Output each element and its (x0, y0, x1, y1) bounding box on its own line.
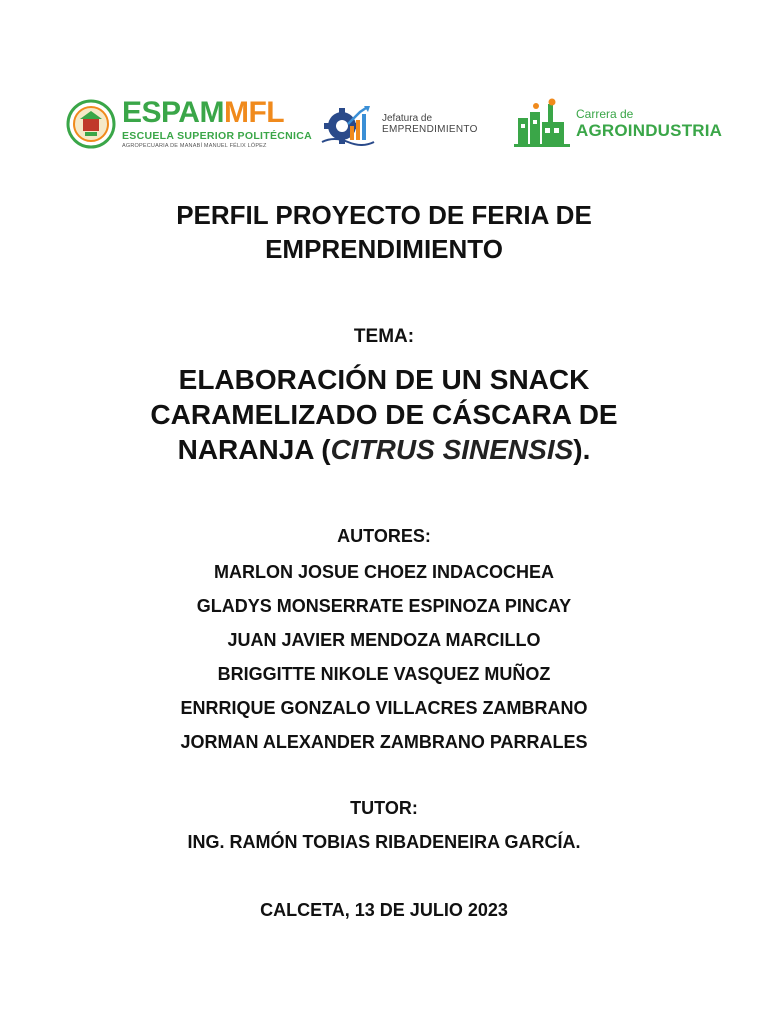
title-line-2: EMPRENDIMIENTO (265, 234, 503, 264)
espam-logo (66, 98, 312, 149)
espam-seal-icon (66, 99, 116, 149)
logo-header (0, 92, 768, 162)
tema-label: TEMA: (353, 326, 415, 347)
factory-icon (514, 98, 570, 148)
agroindustria-logo (514, 98, 722, 148)
tutor-label: TUTOR: (350, 798, 418, 818)
author-list (0, 560, 768, 764)
tema-scientific-name: CITRUS SINENSIS (330, 434, 574, 465)
agro-line-1: Carrera de (576, 106, 634, 121)
tema-text (60, 362, 708, 467)
espam-name: ESPAMMFL (122, 96, 285, 129)
tema-line-3-prefix: NARANJA ( (177, 434, 331, 465)
tema-line-1: ELABORACIÓN DE UN SNACK (178, 364, 590, 395)
tutor-name: ING. RAMÓN TOBIAS RIBADENEIRA GARCÍA. (187, 832, 581, 852)
autores-label: AUTORES: (337, 526, 431, 546)
gear-chart-icon (320, 102, 376, 146)
author-name: MARLON JOSUE CHOEZ INDACOCHEA (213, 562, 554, 582)
tema-line-3-suffix: ). (573, 434, 591, 465)
author-name: GLADYS MONSERRATE ESPINOZA PINCAY (196, 596, 572, 616)
author-name: ENRRIQUE GONZALO VILLACRES ZAMBRANO (180, 698, 588, 718)
title-line-1: PERFIL PROYECTO DE FERIA DE (176, 200, 592, 230)
espam-subtitle: ESCUELA SUPERIOR POLITÉCNICA (122, 130, 313, 142)
author-name: JORMAN ALEXANDER ZAMBRANO PARRALES (180, 732, 588, 752)
jefatura-logo (320, 102, 478, 146)
jefatura-line-2: EMPRENDIMIENTO (382, 124, 478, 135)
document-title (60, 198, 708, 266)
author-name: BRIGGITTE NIKOLE VASQUEZ MUÑOZ (217, 664, 551, 684)
place-date: CALCETA, 13 DE JULIO 2023 (260, 900, 508, 920)
jefatura-line-1: Jefatura de (382, 112, 433, 124)
agro-line-2: AGROINDUSTRIA (576, 120, 723, 140)
author-name: JUAN JAVIER MENDOZA MARCILLO (227, 630, 541, 650)
tema-line-2: CARAMELIZADO DE CÁSCARA DE (150, 399, 618, 430)
espam-subtitle-2: AGROPECUARIA DE MANABÍ MANUEL FÉLIX LÓPEZ (122, 142, 267, 149)
